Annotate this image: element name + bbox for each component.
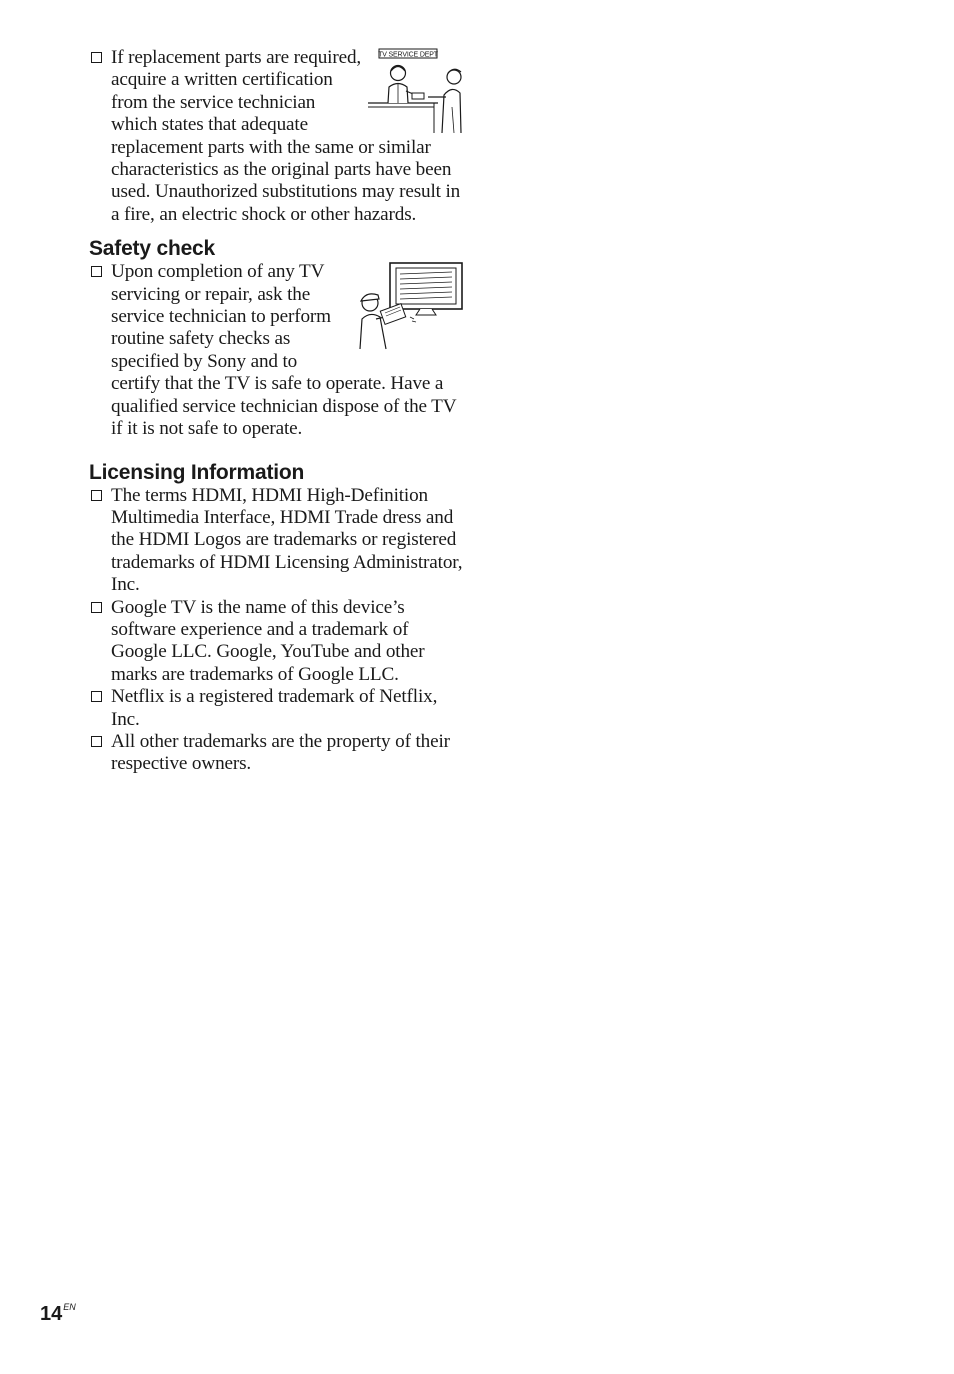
licensing-information-heading: Licensing Information: [89, 460, 305, 484]
replacement-parts-item: [89, 47, 464, 226]
checkbox-square-icon: [91, 490, 102, 501]
safety-check-text: Upon completion of any TV servicing or repair, ask the service technician to perform routine safety checks as specified by Sony and to certify that the TV is safe to operate. Have a qualified service technician dispose of the TV if it is not safe to operate.: [111, 261, 457, 440]
checkbox-square-icon: [91, 266, 102, 277]
tv-technician-illustration: [352, 261, 464, 351]
main-column: [89, 47, 464, 776]
licensing-hdmi-text: The terms HDMI, HDMI High-Definition Multimedia Interface, HDMI Trade dress and the HDMI Logos are trademarks or registered trademarks of HDMI Licensing Administrator, Inc.: [111, 484, 463, 596]
list-item: [89, 485, 464, 597]
page-language-suffix: EN: [63, 1302, 76, 1312]
licensing-google-text: Google TV is the name of this device’s software experience and a trademark of Google LLC. Google, YouTube and other marks are trademarks of Google LLC.: [111, 596, 425, 685]
page-number: [40, 1303, 76, 1326]
checkbox-square-icon: [91, 691, 102, 702]
checkbox-square-icon: [91, 52, 102, 63]
service-counter-illustration: [368, 47, 464, 135]
checkbox-square-icon: [91, 602, 102, 613]
page-number-value: 14: [40, 1303, 63, 1325]
replacement-parts-text: If replacement parts are required, acquire a written certification from the service technician which states that adequate replacement parts with the same or similar characteristics as the original parts have been used. Unauthorized substitutions may result in a fire, an electric shock or other hazards.: [111, 47, 461, 225]
licensing-other-text: All other trademarks are the property of their respective owners.: [111, 730, 450, 775]
list-item: [89, 686, 464, 731]
list-item: [89, 731, 464, 776]
checkbox-square-icon: [91, 736, 102, 747]
list-item: [89, 597, 464, 687]
safety-check-item: [89, 261, 464, 440]
safety-check-heading: Safety check: [89, 237, 216, 261]
sign-label: TV SERVICE DEPT: [378, 51, 438, 59]
licensing-netflix-text: Netflix is a registered trademark of Netflix, Inc.: [111, 686, 438, 730]
